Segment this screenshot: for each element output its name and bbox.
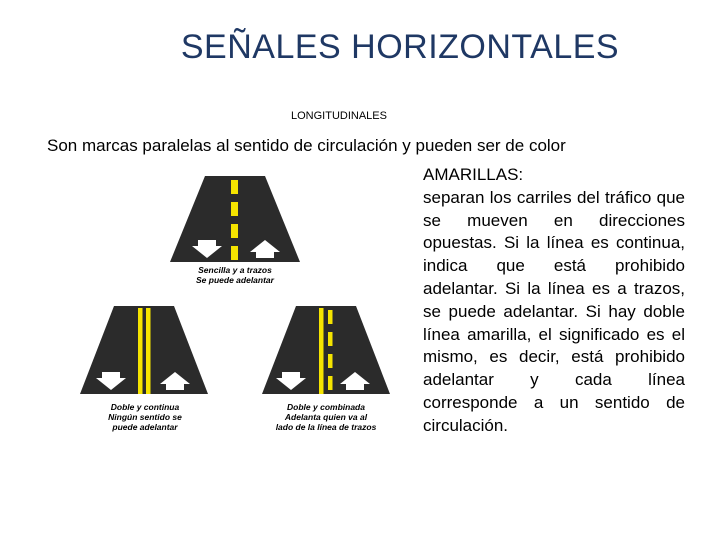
yellow-dash bbox=[328, 310, 333, 324]
yellow-dash bbox=[328, 332, 333, 346]
road-double-continuous-illustration bbox=[80, 306, 208, 394]
yellow-dash bbox=[328, 354, 333, 368]
yellow-dash bbox=[231, 180, 238, 194]
section-subtitle: LONGITUDINALES bbox=[291, 110, 387, 122]
yellow-dash bbox=[231, 224, 238, 238]
caption-double-continuous: Doble y continua Ningún sentido se puede adelantar bbox=[108, 402, 182, 432]
road-double-combined-illustration bbox=[262, 306, 390, 394]
yellow-dash bbox=[328, 376, 333, 390]
description-block bbox=[423, 164, 685, 438]
intro-text: Son marcas paralelas al sentido de circulación y pueden ser de color bbox=[47, 136, 566, 155]
caption-double-combined: Doble y combinada Adelanta quien va al lado de la línea de trazos bbox=[275, 402, 377, 432]
yellow-dash bbox=[231, 246, 238, 260]
description-heading: AMARILLAS: bbox=[423, 165, 524, 184]
road-surface bbox=[80, 306, 208, 394]
page-title: SEÑALES HORIZONTALES bbox=[180, 28, 620, 66]
yellow-dash bbox=[231, 202, 238, 216]
yellow-line bbox=[319, 308, 324, 394]
road-single-dashed-illustration bbox=[170, 176, 300, 262]
caption-single-dashed: Sencilla y a trazos Se puede adelantar bbox=[196, 265, 274, 285]
yellow-line bbox=[146, 308, 151, 394]
description-text: separan los carriles del tráfico que se mueven en direcciones opuestas. Si la línea es continua, indica que está prohibido adelantar. Si la línea es a trazos, se puede adelantar. Si hay doble línea amarilla, el significado es el mismo, es decir, está prohibido adelantar y cada línea corresponde a un sentido de circulación. bbox=[423, 187, 685, 435]
yellow-line bbox=[138, 308, 143, 394]
